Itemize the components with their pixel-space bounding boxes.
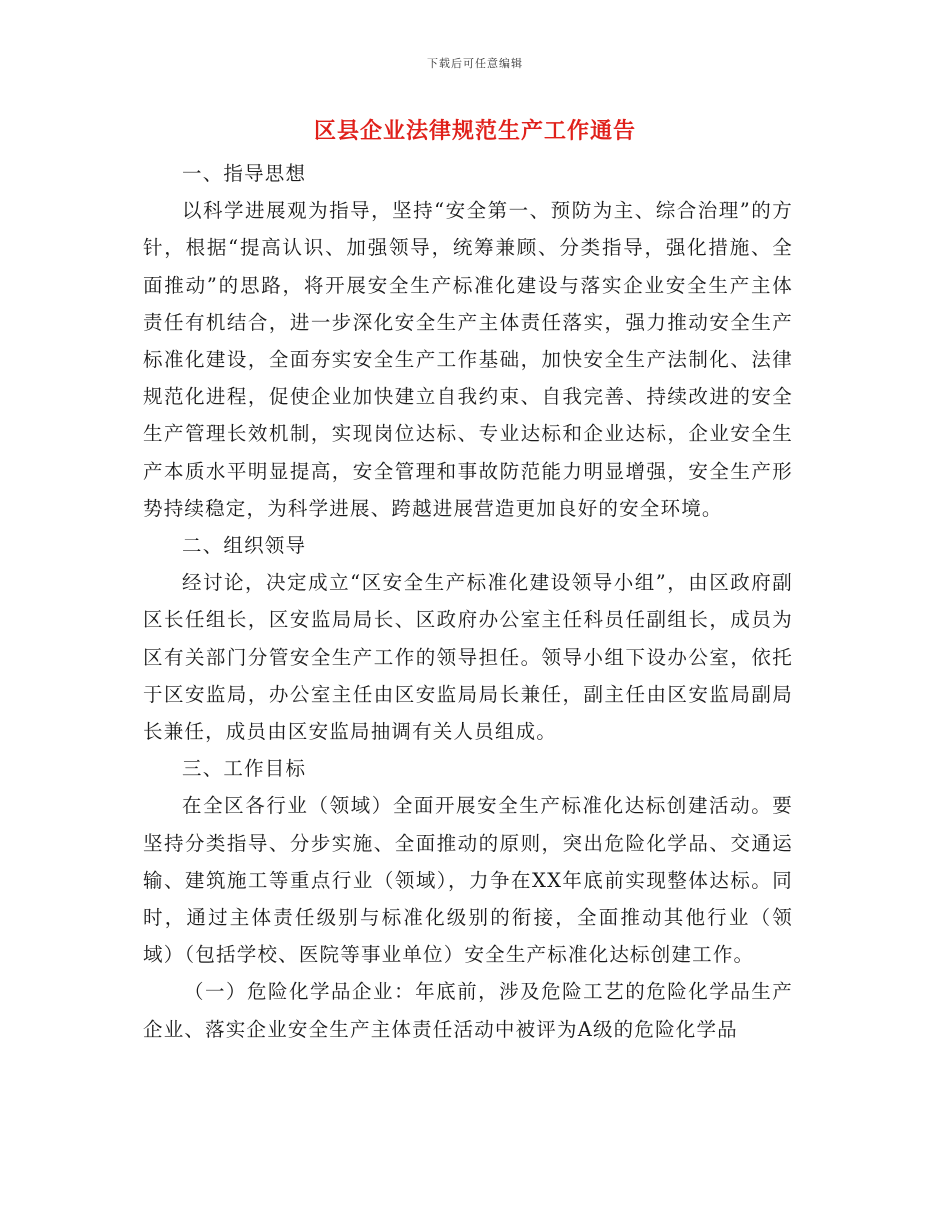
document-title: 区县企业法律规范生产工作通告: [313, 118, 636, 144]
section-heading-work-goals: 三、工作目标: [182, 757, 307, 781]
paragraph-guiding-ideology: 以科学进展观为指导，坚持“安全第一、预防为主、综合治理”的方针，根据“提高认识、加强领导，统筹兼顾、分类指导，强化措施、全面推动”的思路，将开展安全生产标准化建设与落实企业安全生产主体责任有机结合，进一步深化安全生产主体责任落实，强力推动安全生产标准化建设，全面夯实安全生产工作基础，加快安全生产法制化、法律规范化进程，促使企业加快建立自我约束、自我完善、持续改进的安全生产管理长效机制，实现岗位达标、专业达标和企业达标，企业安全生产本质水平明显提高，安全管理和事故防范能力明显增强，安全生产形势持续稳定，为科学进展、跨越进展营造更加良好的安全环境。: [143, 199, 793, 520]
section-heading-guiding-ideology: 一、指导思想: [182, 162, 307, 185]
document-body: [143, 155, 793, 1048]
subitem-hazardous-chemicals: （一）危险化学品企业：年底前，涉及危险工艺的危险化学品生产企业、落实企业安全生产主体责任活动中被评为A级的危险化学品: [143, 980, 793, 1041]
page-header-note: 下载后可任意编辑: [427, 57, 523, 70]
paragraph-work-goals: 在全区各行业（领域）全面开展安全生产标准化达标创建活动。要坚持分类指导、分步实施、全面推动的原则，突出危险化学品、交通运输、建筑施工等重点行业（领域），力争在XX年底前实现整体达标。同时，通过主体责任级别与标准化级别的衔接，全面推动其他行业（领域）（包括学校、医院等事业单位）安全生产标准化达标创建工作。: [143, 794, 793, 967]
paragraph-organization: 经讨论，决定成立“区安全生产标准化建设领导小组”，由区政府副区长任组长，区安监局局长、区政府办公室主任科员任副组长，成员为区有关部门分管安全生产工作的领导担任。领导小组下设办公室，依托于区安监局，办公室主任由区安监局局长兼任，副主任由区安监局副局长兼任，成员由区安监局抽调有关人员组成。: [143, 571, 793, 744]
section-heading-organization: 二、组织领导: [182, 534, 307, 558]
